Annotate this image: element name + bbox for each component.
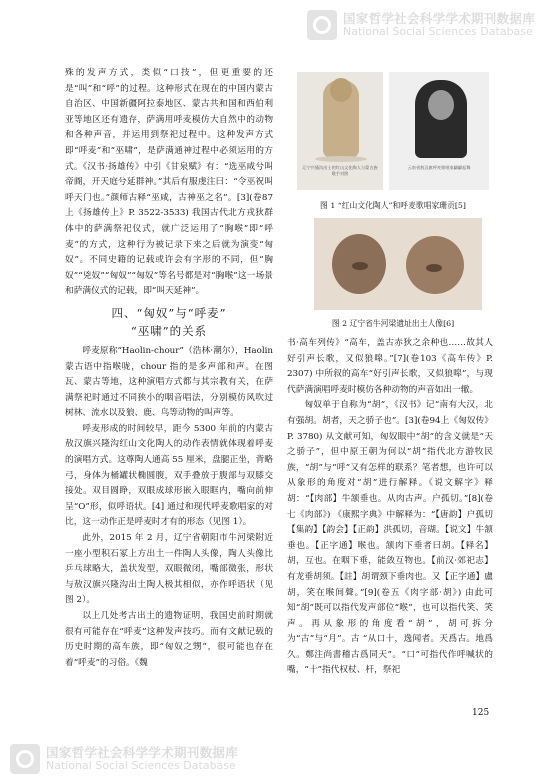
paragraph: 呼麦原称“Haolin-chour”（浩林·潮尔），Haolin 蒙古语中指喉咙，chour 指的是多声部和声。在图瓦、蒙古等地，这种演唱方式都与其宗教有关，在萨满祭祀时通过不同狭小的咽音唱法，分别模仿风吹过树林、流水以及狼、鹿、鸟等动物的叫声等。 xyxy=(65,345,273,419)
figure-1a-caption: 辽宁兴隆沟出土的红山文化陶人与蒙古族歌手对照 xyxy=(302,165,378,176)
figure-2-caption: 图 2 辽宁省牛河梁遗址出土人像[6] xyxy=(331,319,455,328)
figure-1 xyxy=(297,72,489,190)
page-number: 125 xyxy=(472,708,490,718)
paragraph: 此外，2015 年 2 月，辽宁省朝阳市牛河梁附近一座小型积石冢上方出土一件陶人头像，陶人头像比乒乓球略大，盖状发型，双眼微闭，嘴部微张，形状与敖汉旗兴隆沟出土陶人极其相似，亦作呼语状（见图 2）。 xyxy=(65,533,273,606)
heading-line-2: “巫啸”的关系 xyxy=(130,323,208,338)
watermark-cn: 国家哲学社会科学学术期刊数据库 xyxy=(343,11,536,27)
figure-2-photo xyxy=(314,218,482,310)
paragraph: 以上几处考古出土的遗物证明，我国史前时期就很有可能存在“呼麦”这种发声技巧。而有文献记载的历史时期的高车族，即“匈奴之甥”，很可能也存在着“呼麦”的习俗。《魏 xyxy=(65,611,273,668)
section-heading xyxy=(65,304,273,340)
watermark-en: National Social Sciences Database xyxy=(46,758,236,772)
watermark-bottom xyxy=(10,742,250,776)
figure-1-photo-pottery-figure xyxy=(297,72,383,190)
figure-1b-caption: 云南省敖汉旗呼麦歌唱家翩翩起舞 xyxy=(407,165,471,170)
figure-1-caption: 图 1 “红山文化陶人”和呼麦歌唱家珊贡[5] xyxy=(320,201,466,210)
watermark-top xyxy=(307,8,539,42)
paragraph: 殊的发声方式，类似“口技”，但更重要的还是“叫”和“呼”的过程。这种形式在现在的中国内蒙古自治区、中国新疆阿拉泰地区、蒙古共和国和西伯利亚等地区还有遗存，萨满用呼麦模仿大自然中的动物和各种声音，并运用到祭祀过程中。这种发声方式即“呼麦”和“巫啸”，是萨满通神过程中必须运用的方式。《汉书·扬雄传》中引《甘泉赋》有：“选巫咸兮叫帝阍，开天庭兮延群神。”其后有服虔注曰：“令巫祝叫呼天门也。”颜师古释“巫咸，古神巫之名”。[3](卷87上《扬雄传上》P. 3522-3533) 我国古代北方戎狄群体中的萨满祭祀仪式，就广泛运用了“胸喉”即“呼麦”的方式，这种行为被记录下来之后就为演变“匈奴”。不同史籍的记载或许会有字形的不同，但“胸奴”“兇奴”“匈奴”“匈奴”等名号都是对“胸喉”这一场景和萨满仪式的记载，即“叫天延神”。 xyxy=(65,68,273,297)
singer-image xyxy=(415,80,467,158)
heading-line-1: 四、“匈奴”与“呼麦” xyxy=(111,305,227,320)
clay-head-image xyxy=(406,236,464,294)
watermark-cn: 国家哲学社会科学学术期刊数据库 xyxy=(46,745,239,761)
pottery-figure-image xyxy=(323,80,359,158)
clay-head-image xyxy=(332,234,386,294)
paragraph: 匈奴单于自称为“胡”，《汉书》记“南有大汉，北有强胡。胡者，天之骄子也”。[3](卷94上《匈奴传》P. 3780) 从文献可知，匈奴眼中“胡”的含义就是“天之骄子”，但中原王朝为何以“胡”指代北方游牧民族，“胡”与“呼”又有怎样的联系？笔者想，也许可以从象形的角度对“胡”进行解释。《说文解字》释胡：“【肉部】牛颔垂也。从肉古声。户孤切。”[8](卷七《肉部》) 《康熙字典》中解释为：“【唐韵】户孤切【集韵】【韵会】【正韵】洪孤切，音瑚。【说文】牛颔垂也。【正字通】喉也。颔肉下垂者曰胡。【释名】胡，互也。在咽下垂，能敛互物也。【前汉·郊祀志】有龙垂胡须。【註】胡谓颈下垂肉也。又【正字通】盧胡，笑在喉间聲。”[9](卷五《肉字部·胡》) 由此可知“胡”既可以指代发声部位“喉”，也可以指代笑、笑声。再从象形的角度看“胡”，胡可拆分为“古”与“月”。古 “从口十，逸闻者。天爲古。地爲久。鄭注尚書稽古爲同天”。“口”可指代作呼喊状的嘴，“十”指代权杖、杆，祭祀 xyxy=(287,400,493,676)
figure-1-photo-singer xyxy=(389,72,489,190)
right-column xyxy=(287,336,493,679)
left-column xyxy=(65,66,273,671)
database-logo-icon xyxy=(10,744,40,774)
database-logo-icon xyxy=(307,10,337,40)
paragraph: 呼麦形成的时间较早，距今 5300 年前的内蒙古敖汉旗兴隆沟红山文化陶人的动作表情就体现着呼麦的演唱方式。这尊陶人通高 55 厘米，盘腿正坐，背略弓，身体为桶罐状椭圆腹，双手叠放于腹部与双膝交接处。双目圆睁，双眼成球形嵌入眼眶内，嘴向前伸呈“O”形，似呼语状。[4] 通过和现代呼麦歌唱家的对比，这一动作正是呼麦时才有的形态（见图 1）。 xyxy=(65,423,273,528)
paragraph: 书·高车列传》“高车，盖古赤狄之余种也……故其人好引声长歌，又似狼嗥。”[7](卷103《高车传》P. 2307) 中所叙的高车“好引声长歌，又似狼嗥”，与现代萨满演唱呼麦时模仿各种动物的声音如出一辙。 xyxy=(287,338,493,395)
watermark-en: National Social Sciences Database xyxy=(343,24,533,38)
